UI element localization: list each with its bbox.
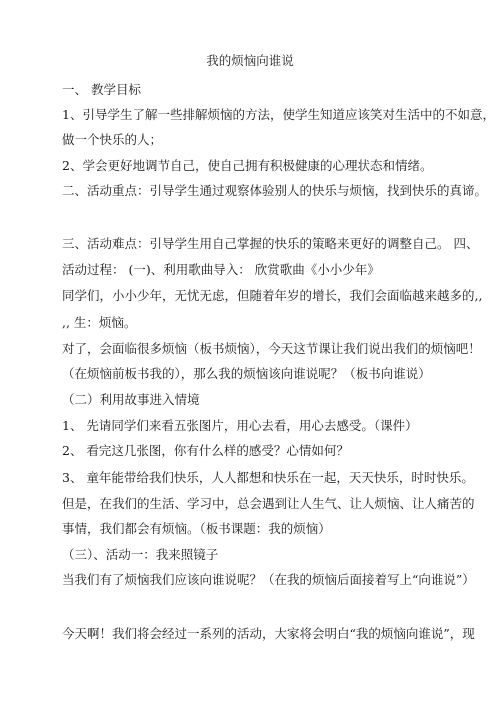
section-heading-objectives: 一、 教学目标 [62,82,141,97]
paragraph-line: 对了，会面临很多烦恼（板书烦恼），今天这节课让我们说出我们的烦恼吧！ [62,341,481,356]
list-item: 3、 童年能带给我们快乐，人人都想和快乐在一起，天天快乐，时时快乐。 [62,470,474,485]
subsection-heading-story: （二）利用故事进入情境 [62,392,200,407]
paragraph-line: （在烦恼前板书我的），那么我的烦恼该向谁说呢？（板书向谁说） [62,366,431,381]
paragraph-line: 做一个快乐的人； [62,132,163,147]
paragraph-line: 当我们有了烦恼我们应该向谁说呢？（在我的烦恼后面接着写上“向谁说”） [62,572,475,587]
list-item: 1、 先请同学们来看五张图片，用心去看，用心去感受。（课件） [62,418,418,433]
paragraph-line: 但是，在我们的生活、学习中，总会遇到让人生气、让人烦恼、让人痛苦的 [62,496,475,511]
list-item: 2、 看完这几张图，你有什么样的感受？心情如何？ [62,443,349,458]
paragraph-line: 事情，我们都会有烦恼。（板书课题：我的烦恼） [62,521,331,536]
paragraph-line: 2、学会更好地调节自己，使自己拥有积极健康的心理状态和情绪。 [62,158,433,173]
section-heading-difficulties: 三、活动难点：引导学生用自己掌握的快乐的策略来更好的调整自己。 四、 [62,236,479,251]
paragraph-line: 1、引导学生了解一些排解烦恼的方法，使学生知道应该笑对生活中的不如意， [62,107,495,122]
subsection-heading-activity-one: （三）、活动一：我来照镜子 [62,547,219,562]
paragraph-line: ,, 生：烦恼。 [62,315,137,330]
section-heading-key-points: 二、活动重点：引导学生通过观察体验别人的快乐与烦恼，找到快乐的真谛。 [62,183,488,198]
paragraph-line: 活动过程： (一)、利用歌曲导入： 欣赏歌曲《小小少年》 [62,262,380,277]
paragraph-line: 今天啊！我们将会经过一系列的活动，大家将会明白“我的烦恼向谁说”，现 [62,626,475,641]
document-title: 我的烦恼向谁说 [206,53,294,68]
paragraph-line: 同学们，小小少年，无忧无虑，但随着年岁的增长，我们会面临越来越多的,, [62,288,483,303]
